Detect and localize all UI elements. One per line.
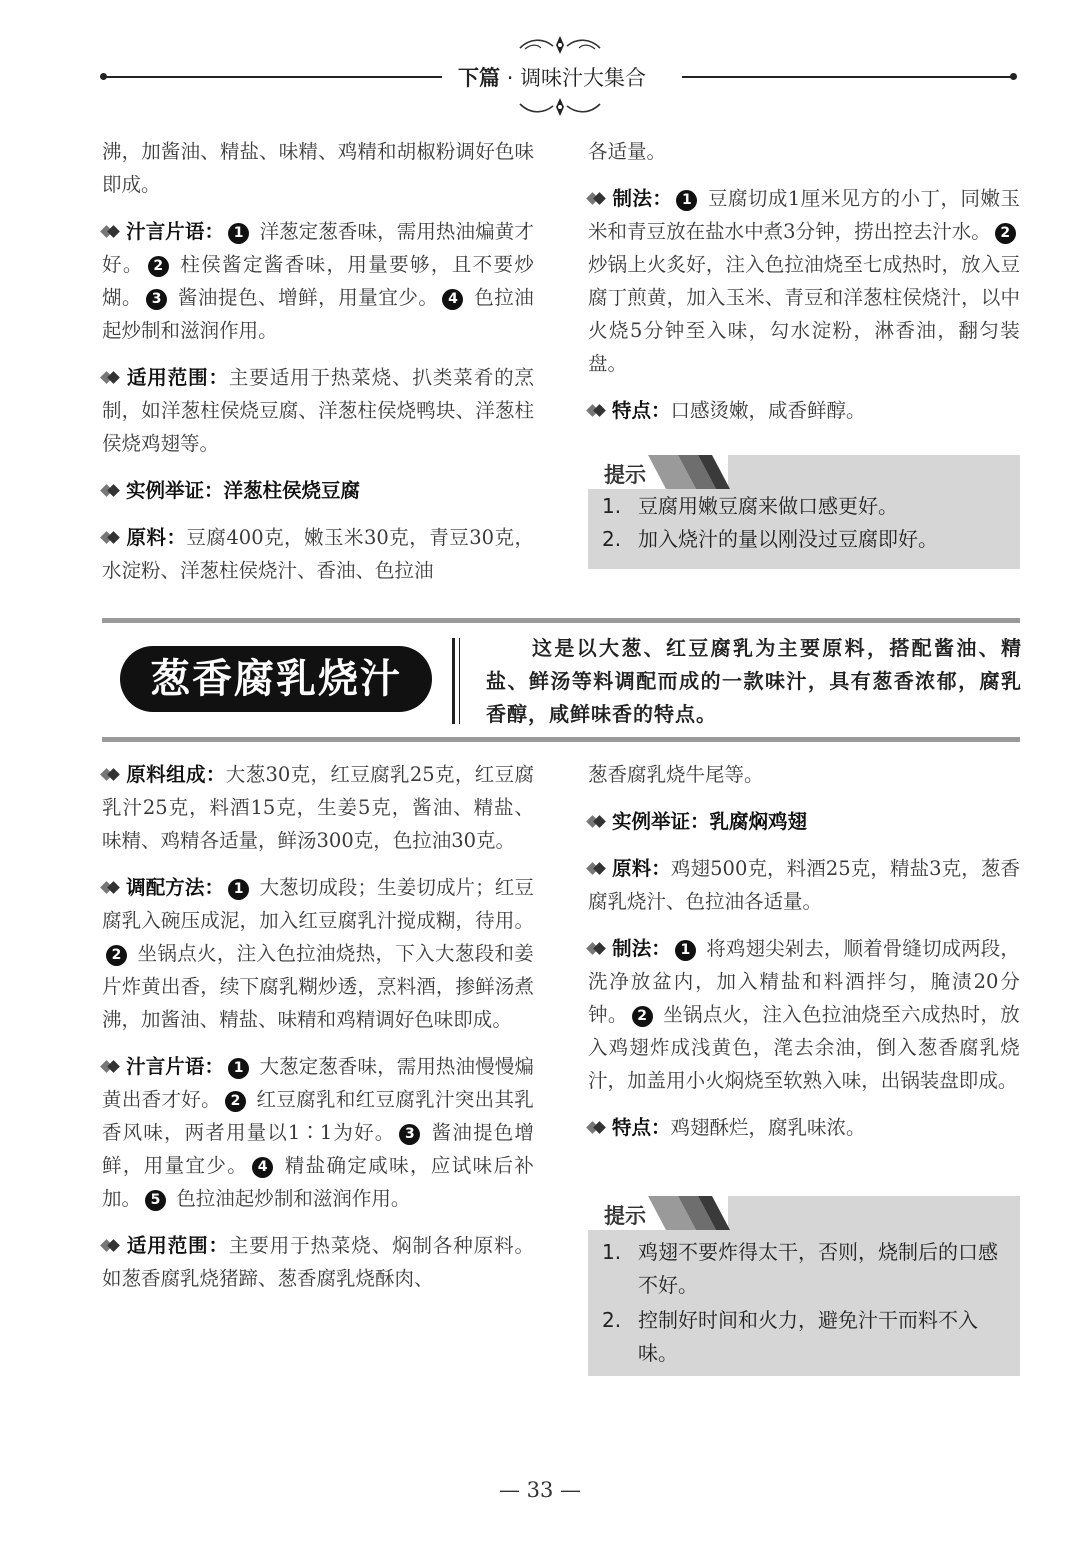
step-number-icon: 2 [995,223,1016,244]
para-text: 葱香腐乳烧牛尾等。 [588,763,764,786]
top-right-column [588,135,1020,441]
section-title-banner [120,646,432,712]
method-paragraph [588,182,1020,380]
step-number-icon: 2 [106,945,127,966]
para-text: 1 洋葱定葱香味，需用热油煸黄才好。 2 柱侯酱定酱香味，用量要够，且不要炒煳。 3 酱油提色、增鲜，用量宜少。 4 色拉油起炒制和滋润作用。 [102,220,534,342]
tip-box-top [588,455,1020,569]
para-text: 1 大葱切成段；生姜切成片；红豆腐乳入碗压成泥，加入红豆腐乳汁搅成糊，待用。2 坐锅点火，注入色拉油烧热，下入大葱段和姜片炸黄出香，续下腐乳糊炒透，烹料酒，掺鲜汤煮沸，加酱油、精盐、味精和鸡精调好色味即成。 [102,876,534,1031]
para-label: 原料： [612,857,671,880]
tip-text: 鸡翅不要炸得太干，否则，烧制后的口感不好。 [638,1240,998,1297]
tip-num: 1. [602,1240,622,1264]
step-number-icon: 3 [146,289,167,310]
tip-label: 提示 [604,463,646,487]
para-text: 洋葱柱侯烧豆腐 [223,479,361,502]
step-number-icon: 1 [228,223,249,244]
ornament-top-icon [515,32,605,58]
header-section: 调味汁大集合 [520,66,647,90]
tip-label: 提示 [604,1204,646,1228]
para-text: 沸，加酱油、精盐、味精、鸡精和胡椒粉调好色味即成。 [102,140,534,196]
para-label: 适用范围： [126,366,229,389]
example-paragraph [588,805,1020,838]
bottom-left-column [102,758,534,1309]
step-number-icon: 4 [442,289,463,310]
para-label: 原料： [126,526,187,549]
para-text: 大葱30克，红豆腐乳25克，红豆腐乳汁25克，料酒15克，生姜5克，酱油、精盐、味精、鸡精各适量，鲜汤300克，色拉油30克。 [102,763,534,852]
step-number-icon: 2 [225,1091,246,1112]
para-label: 特点： [612,399,671,422]
para-text: 鸡翅酥烂，腐乳味浓。 [670,1116,866,1139]
para-label: 制法： [612,187,673,210]
para-label: 汁言片语： [126,220,225,243]
para-text: 1 豆腐切成1厘米见方的小丁，同嫩玉米和青豆放在盐水中煮3分钟，捞出控去汁水。 2 炒锅上火炙好，注入色拉油烧至七成热时，放入豆腐丁煎黄，加入玉米、青豆和洋葱柱侯烧汁，以中火烧5分钟至入味，勾水淀粉，淋香油，翻匀装盘。 [588,187,1020,375]
para-text: 豆腐400克，嫩玉米30克，青豆30克，水淀粉、洋葱柱侯烧汁、香油、色拉油 [102,526,534,582]
bullet-diamond-icon [102,531,120,545]
tip-num: 2. [602,527,622,551]
header-part: 下篇 [458,66,500,90]
para-label: 实例举证： [126,479,224,502]
section-intro: 这是以大葱、红豆腐乳为主要原料，搭配酱油、精盐、鲜汤等料调配而成的一款味汁，具有葱香浓郁，腐乳香醇，咸鲜味香的特点。 [486,636,1022,726]
preparation-paragraph [102,871,534,1036]
tip-item [602,523,1006,556]
bullet-diamond-icon [588,1121,606,1135]
tip-stripes-icon [648,1196,738,1230]
tips-paragraph [102,1050,534,1215]
tip-list [602,490,1006,556]
step-number-icon: 3 [399,1124,420,1145]
para-label: 制法： [612,937,671,960]
tip-text: 加入烧汁的量以刚没过豆腐即好。 [638,527,938,551]
example-paragraph [102,474,534,507]
bullet-diamond-icon [588,862,606,876]
step-number-icon: 1 [228,1058,249,1079]
para-text: 各适量。 [588,140,667,163]
bullet-diamond-icon [102,1060,120,1074]
para-label: 特点： [612,1116,671,1139]
tips-paragraph [102,215,534,347]
section-title: 葱香腐乳烧汁 [150,655,402,702]
bullet-diamond-icon [102,484,120,498]
ingredients-paragraph [102,521,534,587]
tip-item [602,490,1006,523]
bullet-diamond-icon [588,942,606,956]
step-number-icon: 2 [632,1006,653,1027]
tip-text: 控制好时间和火力，避免汁干而料不入味。 [638,1308,978,1365]
para-text: 口感烫嫩，咸香鲜醇。 [670,399,866,422]
header-right-rule [682,76,1012,78]
para-label: 调配方法： [126,876,225,899]
section-rule-top [102,618,1020,623]
step-number-icon: 1 [676,190,697,211]
step-number-icon: 1 [675,940,696,961]
para-text: 乳腐焖鸡翅 [709,810,808,833]
bullet-diamond-icon [588,192,606,206]
step-number-icon: 1 [228,879,249,900]
tip-list [602,1236,1006,1370]
running-header [458,62,668,92]
tip-num: 1. [602,494,622,518]
title-divider-bar [459,638,460,724]
bullet-diamond-icon [588,815,606,829]
para-label: 适用范围： [126,1234,229,1257]
ingredients-paragraph [588,852,1020,918]
top-left-column [102,135,534,601]
step-number-icon: 4 [252,1157,273,1178]
scope-paragraph [102,1229,534,1295]
tip-item [602,1304,1006,1370]
para-text: 1 将鸡翅尖剁去，顺着骨缝切成两段，洗净放盆内，加入精盐和料酒拌匀，腌渍20分钟。 2 坐锅点火，注入色拉油烧至六成热时，放入鸡翅炸成浅黄色，滗去余油，倒入葱香腐乳烧汁，加盖用小火焖烧至软熟入味，出锅装盘即成。 [588,937,1020,1092]
bullet-diamond-icon [588,404,606,418]
step-number-icon: 2 [148,256,169,277]
bullet-diamond-icon [102,768,120,782]
para-text: 鸡翅500克，料酒25克，精盐3克，葱香腐乳烧汁、色拉油各适量。 [588,857,1020,913]
composition-paragraph [102,758,534,857]
section-rule-bottom [102,737,1020,742]
para-text: 主要用于热菜烧、焖制各种原料。如葱香腐乳烧猪蹄、葱香腐乳烧酥肉、 [102,1234,534,1290]
method-paragraph [588,932,1020,1097]
features-paragraph [588,394,1020,427]
para-text: 1 大葱定葱香味，需用热油慢慢煸黄出香才好。 2 红豆腐乳和红豆腐乳汁突出其乳香风味，两者用量以1∶1为好。 3 酱油提色增鲜，用量宜少。 4 精盐确定咸味，应试味后补加。 5 色拉油起炒制和滋润作用。 [102,1055,534,1210]
header-right-dot [1010,73,1017,80]
page-number: — 33 — [498,1478,582,1502]
features-paragraph [588,1111,1020,1144]
step-number-icon: 5 [145,1190,166,1211]
continued-paragraph [102,135,534,201]
continued-paragraph [588,758,1020,791]
bullet-diamond-icon [102,225,120,239]
para-label: 原料组成： [126,763,226,786]
para-label: 汁言片语： [126,1055,225,1078]
para-text: 主要适用于热菜烧、扒类菜肴的烹制，如洋葱柱侯烧豆腐、洋葱柱侯烧鸭块、洋葱柱侯烧鸡翅等。 [102,366,534,455]
tip-stripes-icon [648,455,738,489]
header-sep: · [506,66,514,90]
scope-paragraph [102,361,534,460]
bottom-right-column [588,758,1020,1158]
para-label: 实例举证： [612,810,710,833]
tip-num: 2. [602,1308,622,1332]
title-divider-bar [452,638,455,724]
bullet-diamond-icon [102,1239,120,1253]
bullet-diamond-icon [102,371,120,385]
ornament-bottom-icon [515,94,605,120]
tip-text: 豆腐用嫩豆腐来做口感更好。 [638,494,898,518]
tip-item [602,1236,1006,1302]
bullet-diamond-icon [102,881,120,895]
continued-paragraph [588,135,1020,168]
tip-box-bottom [588,1196,1020,1376]
header-left-rule [104,76,442,78]
